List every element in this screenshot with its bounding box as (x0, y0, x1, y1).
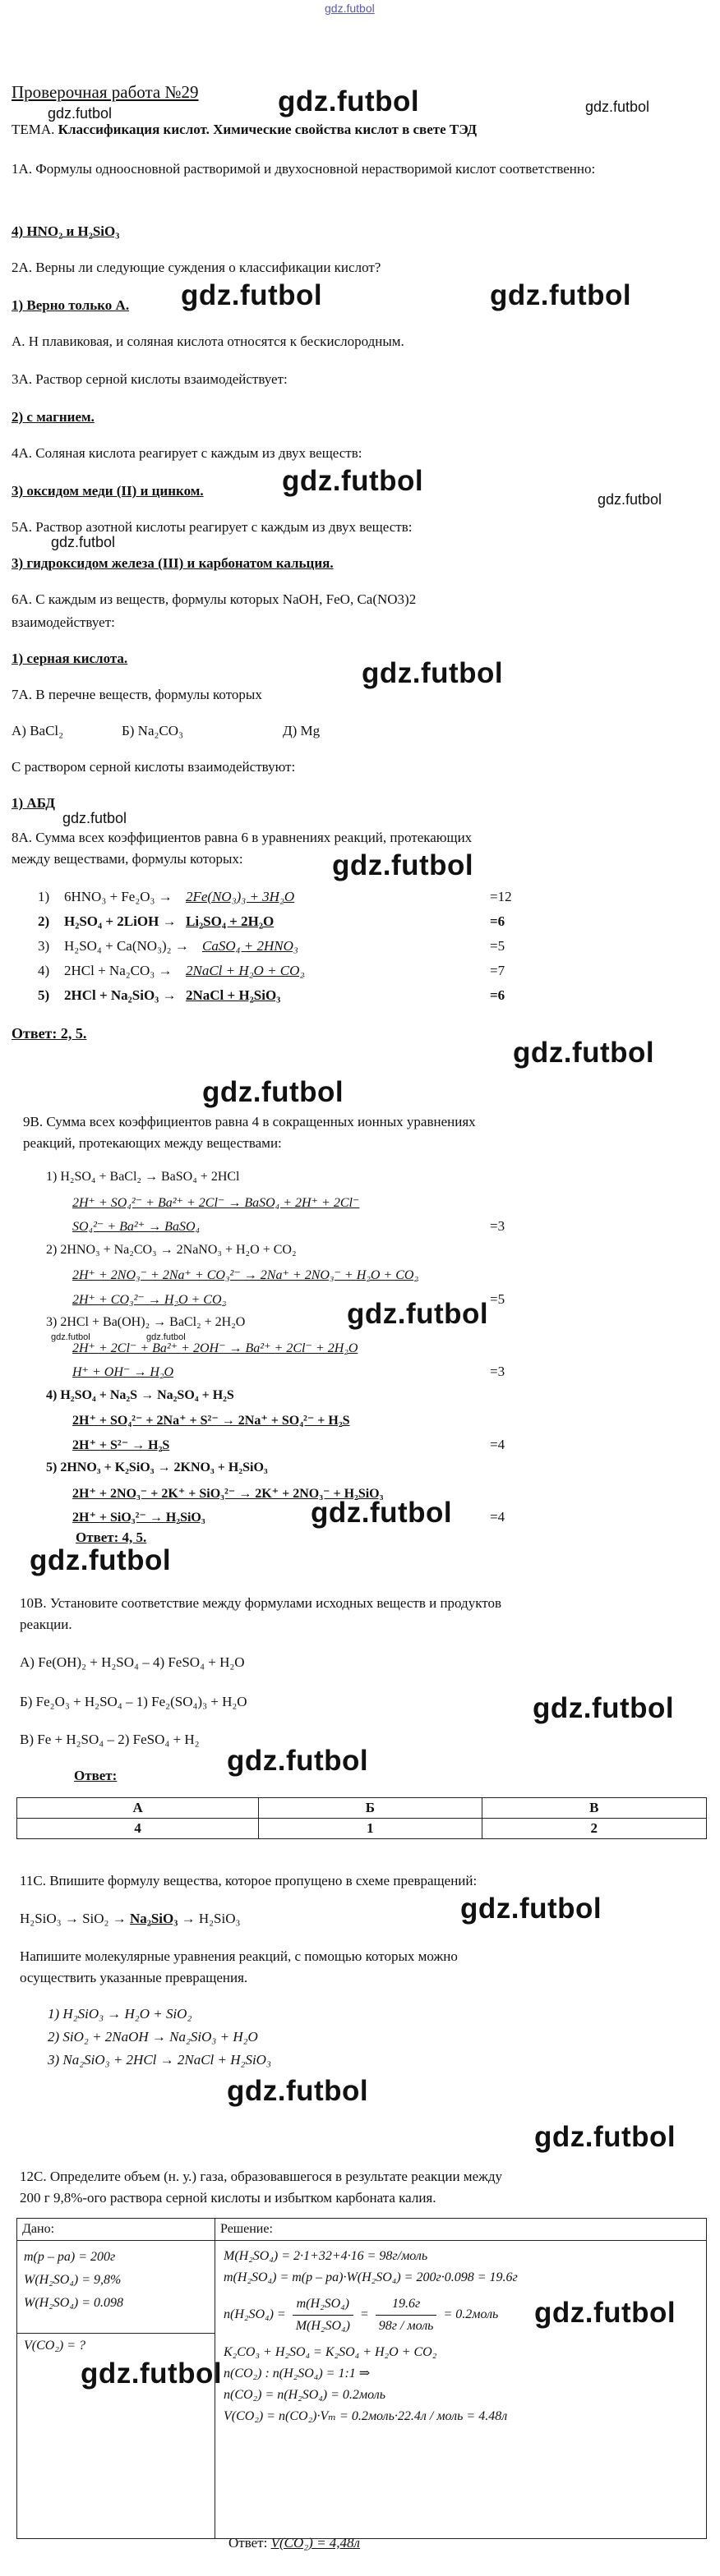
topic-line (12, 122, 477, 138)
answer-9b: Ответ: 4, 5. (76, 1530, 147, 1545)
equation-9b-molecular: 4) H₂SO₄ + Na₂S → Na₂SO₄ + H₂S (46, 1388, 234, 1402)
given-item: m(р – ра) = 200г (24, 2250, 116, 2264)
watermark: gdz.futbol (181, 279, 323, 311)
equation-8a-number: 5) (38, 987, 50, 1003)
equation-9b-sum: =4 (490, 1509, 505, 1525)
missing-substance: Na₂SiO₃ (129, 1911, 178, 1926)
solution-step: V(CO₂) = n(CO₂)·Vₘ = 0.2моль·22.4л / моль = 4.48л (224, 2409, 508, 2423)
watermark: gdz.futbol (282, 465, 424, 497)
solution-step: K₂CO₃ + H₂SO₄ = K₂SO₄ + H₂O + CO₂ (224, 2345, 437, 2359)
equation-9b-ionic: 2H⁺ + SO₄²⁻ + Ba²⁺ + 2Cl⁻ → BaSO₄ + 2H⁺ + 2Cl⁻ (72, 1196, 360, 1210)
equation-9b-ionic: 2H⁺ + SO₄²⁻ + 2Na⁺ + S²⁻ → 2Na⁺ + SO₄²⁻ + H₂S (72, 1414, 350, 1428)
equation-8a-lhs: H₂SO₄ + Ca(NO₃)₂ → (64, 938, 189, 954)
answer-label-10b: Ответ: (74, 1768, 118, 1783)
question-2a: 2А. Верны ли следующие суждения о классификации кислот? (12, 260, 381, 275)
answer-12c: Ответ: V(CO₂) = 4,48л (228, 2535, 360, 2551)
equation-9b-sum: =5 (490, 1291, 505, 1307)
question-11c-line2: Напишите молекулярные уравнения реакций, с помощью которых можно (20, 1948, 458, 1964)
equation-9b-ionic: SO₄²⁻ + Ba²⁺ → BaSO₄ (72, 1220, 201, 1234)
equation-9b-molecular: 5) 2HNO₃ + K₂SiO₃ → 2KNO₃ + H₂SiO₃ (46, 1460, 268, 1474)
given-item: W(H₂SO₄) = 9,8% (24, 2273, 122, 2287)
equation-8a-lhs: 6HNO₃ + Fe₂O₃ → (64, 889, 173, 904)
option-7a-a: А) BaCl₂ (12, 723, 64, 738)
question-11c: 11С. Впишите формулу вещества, которое пропущено в схеме превращений: (20, 1873, 478, 1888)
equation-9b-molecular: 2) 2HNO₃ + Na₂CO₃ → 2NaNO₃ + H₂O + CO₂ (46, 1243, 297, 1257)
match-10b-a: А) Fe(OH)₂ + H₂SO₄ – 4) FeSO₄ + H₂O (20, 1654, 245, 1670)
equation-8a-rhs: 2NaCl + H₂O + CO₂ (186, 963, 305, 978)
equation-8a-lhs: 2HCl + Na₂CO₃ → (64, 963, 173, 978)
question-12c-line2: 200 г 9,8%-ого раствора серной кислоты и избытком карбоната калия. (20, 2190, 436, 2206)
equation-8a-number: 2) (38, 913, 50, 929)
watermark: gdz.futbol (598, 491, 662, 508)
watermark: gdz.futbol (278, 85, 420, 117)
watermark: gdz.futbol (347, 1298, 489, 1330)
match-10b-v: В) Fe + H₂SO₄ – 2) FeSO₄ + H₂ (20, 1732, 200, 1747)
equation-9b-ionic: 2H⁺ + CO₃²⁻ → H₂O + CO₂ (72, 1293, 227, 1307)
match-10b-b: Б) Fe₂O₃ + H₂SO₄ – 1) Fe₂(SO₄)₃ + H₂O (20, 1694, 247, 1709)
watermark: gdz.futbol (202, 1076, 344, 1108)
table-header-cell: А (17, 1798, 259, 1819)
equation-8a-sum: =5 (490, 938, 505, 954)
question-3a: 3А. Раствор серной кислоты взаимодействует: (12, 371, 288, 387)
question-1a: 1А. Формулы одноосновной растворимой и двухосновной нерастворимой кислот соответственно: (12, 161, 596, 177)
equation-9b-ionic: H⁺ + OH⁻ → H₂O (72, 1365, 174, 1379)
equation-8a-sum: =6 (490, 913, 505, 929)
watermark: gdz.futbol (332, 849, 474, 881)
table-row (17, 1819, 707, 1839)
watermark: gdz.futbol (146, 1332, 186, 1342)
solution-step: m(H₂SO₄) = m(р – ра)·W(H₂SO₄) = 200г·0.098 = 19.6г (224, 2270, 518, 2284)
question-5a: 5А. Раствор азотной кислоты реагирует с каждым из двух веществ: (12, 519, 413, 535)
watermark: gdz.futbol (534, 2297, 676, 2329)
equation-9b-ionic: 2H⁺ + SiO₃²⁻ → H₂SiO₃ (72, 1511, 205, 1525)
question-6a-line2: взаимодействует: (12, 614, 115, 630)
table-cell: 4 (17, 1819, 259, 1839)
equation-9b-sum: =3 (490, 1218, 505, 1234)
table-row (17, 2219, 707, 2241)
question-7a: 7А. В перечне веществ, формулы которых (12, 687, 262, 702)
watermark: gdz.futbol (51, 1332, 90, 1342)
equation-9b-ionic: 2H⁺ + 2Cl⁻ + Ba²⁺ + 2OH⁻ → Ba²⁺ + 2Cl⁻ + 2H₂O (72, 1341, 358, 1355)
equation-8a-lhs: 2HCl + Na₂SiO₃ → (64, 987, 177, 1003)
answer-table-10b (16, 1797, 707, 1839)
option-7a-b: Б) Na₂CO₃ (122, 723, 183, 738)
answer-2a: 1) Верно только А. (12, 297, 130, 313)
equation-8a-sum: =6 (490, 987, 505, 1003)
question-10b-line1: 10В. Установите соответствие между формулами исходных веществ и продуктов (20, 1595, 501, 1611)
watermark: gdz.futbol (534, 2121, 676, 2153)
table-row (17, 1798, 707, 1819)
option-7a-d: Д) Mg (283, 723, 321, 738)
question-6a-line1: 6А. С каждым из веществ, формулы которых NaOH, FeO, Ca(NO3)2 (12, 591, 417, 607)
solution-step: n(H₂SO₄) = $\frac{\text{m(H₂SO₄)}}{\text{M(H₂SO₄)}}$ = $\frac{19.6г}{\text{98г / моль}}$ = 0.2моль (224, 2293, 698, 2337)
answer-4a: 3) оксидом меди (II) и цинком. (12, 483, 204, 499)
watermark: gdz.futbol (362, 657, 504, 689)
given-header: Дано: (17, 2219, 215, 2241)
watermark: gdz.futbol (311, 1497, 453, 1529)
equation-9b-molecular: 3) 2HCl + Ba(OH)₂ → BaCl₂ + 2H₂O (46, 1315, 246, 1329)
prompt-7a: С раствором серной кислоты взаимодействуют: (12, 759, 296, 775)
watermark: gdz.futbol (81, 2358, 223, 2390)
solution-header: Решение: (215, 2219, 707, 2241)
topic-text: Классификация кислот. Химические свойства кислот в свете ТЭД (58, 122, 478, 137)
question-10b-line2: реакции. (20, 1617, 72, 1632)
equation-8a-rhs: CaSO₄ + 2HNO₃ (202, 938, 298, 954)
question-12c-line1: 12С. Определите объем (н. у.) газа, образовавшегося в результате реакции между (20, 2169, 503, 2184)
watermark: gdz.futbol (490, 279, 632, 311)
watermark: gdz.futbol (227, 2075, 369, 2107)
page-title: Проверочная работа №29 (12, 82, 199, 102)
answer-7a: 1) АБД (12, 795, 55, 811)
question-8a-line2: между веществами, формулы которых: (12, 851, 243, 867)
equation-11c-1: 1) H₂SiO₃ → H₂O + SiO₂ (48, 2006, 192, 2022)
watermark: gdz.futbol (227, 1745, 369, 1777)
solution-step: M(H₂SO₄) = 2·1+32+4·16 = 98г/моль (224, 2249, 428, 2263)
equation-9b-molecular: 1) H₂SO₄ + BaCl₂ → BaSO₄ + 2HCl (46, 1170, 240, 1184)
question-9b-line2: реакций, протекающих между веществами: (23, 1135, 282, 1151)
equation-8a-lhs: H₂SO₄ + 2LiOH → (64, 913, 177, 929)
equation-9b-sum: =4 (490, 1437, 505, 1452)
table-header-cell: В (482, 1798, 706, 1819)
solution-cell (215, 2241, 707, 2539)
watermark: gdz.futbol (585, 99, 650, 115)
watermark: gdz.futbol (533, 1692, 675, 1724)
table-header-cell: Б (259, 1798, 482, 1819)
equation-9b-ionic: 2H⁺ + S²⁻ → H₂S (72, 1438, 170, 1452)
watermark: gdz.futbol (48, 105, 113, 122)
answer-5a: 3) гидроксидом железа (III) и карбонатом кальция. (12, 555, 334, 571)
equation-8a-sum: =12 (490, 889, 512, 904)
equation-8a-rhs: Li₂SO₄ + 2H₂O (186, 913, 275, 929)
equation-9b-ionic: 2H⁺ + 2NO₃⁻ + 2K⁺ + SiO₃²⁻ → 2K⁺ + 2NO₃⁻ + H₂SiO₃ (72, 1487, 384, 1501)
equation-9b-ionic: 2H⁺ + 2NO₃⁻ + 2Na⁺ + CO₃²⁻ → 2Na⁺ + 2NO₃⁻ + H₂O + CO₂ (72, 1268, 418, 1282)
topic-prefix: ТЕМА. (12, 122, 58, 137)
statement-2a: А. H плавиковая, и соляная кислота относятся к бескислородным. (12, 334, 404, 349)
answer-8a: Ответ: 2, 5. (12, 1025, 87, 1042)
table-cell: 2 (482, 1819, 706, 1839)
equation-8a-rhs: 2NaCl + H₂SiO₃ (186, 987, 281, 1003)
fraction: $\frac{19.6г}{\text{98г / моль}}$ (376, 2293, 437, 2337)
fraction: $\frac{\text{m(H₂SO₄)}}{\text{M(H₂SO₄)}}$ (293, 2293, 353, 2337)
watermark: gdz.futbol (30, 1544, 172, 1576)
answer-6a: 1) серная кислота. (12, 651, 128, 666)
equation-11c-3: 3) Na₂SiO₃ + 2HCl → 2NaCl + H₂SiO₃ (48, 2052, 271, 2068)
watermark-top[interactable]: gdz.futbol (325, 2, 375, 15)
solution-step: n(CO₂) = n(H₂SO₄) = 0.2моль (224, 2388, 385, 2402)
solution-step: n(CO₂) : n(H₂SO₄) = 1:1 ⇒ (224, 2367, 371, 2380)
equation-8a-number: 3) (38, 938, 50, 954)
question-9b-line1: 9В. Сумма всех коэффициентов равна 4 в сокращенных ионных уравнениях (23, 1114, 476, 1129)
scheme-11c: H₂SiO₃ → SiO₂ → Na₂SiO₃ → H₂SiO₃ (20, 1911, 241, 1926)
equation-8a-number: 4) (38, 963, 50, 978)
find-item: V(CO₂) = ? (24, 2339, 86, 2353)
watermark: gdz.futbol (51, 534, 116, 550)
table-cell: 1 (259, 1819, 482, 1839)
watermark: gdz.futbol (460, 1893, 602, 1925)
equation-8a-sum: =7 (490, 963, 505, 978)
equation-11c-2: 2) SiO₂ + 2NaOH → Na₂SiO₃ + H₂O (48, 2029, 258, 2045)
equation-8a-number: 1) (38, 889, 50, 904)
watermark: gdz.futbol (62, 810, 127, 826)
answer-1a: 4) HNO₂ и H₂SiO₃ (12, 223, 120, 239)
question-8a-line1: 8А. Сумма всех коэффициентов равна 6 в уравнениях реакций, протекающих (12, 830, 473, 845)
question-11c-line3: осуществить указанные превращения. (20, 1970, 248, 1985)
equation-8a-rhs: 2Fe(NO₃)₃ + 3H₂O (186, 889, 295, 904)
answer-3a: 2) с магнием. (12, 409, 95, 425)
watermark: gdz.futbol (513, 1037, 655, 1069)
question-4a: 4А. Соляная кислота реагирует с каждым из двух веществ: (12, 445, 362, 461)
equation-9b-sum: =3 (490, 1364, 505, 1379)
given-item: W(H₂SO₄) = 0.098 (24, 2296, 124, 2310)
